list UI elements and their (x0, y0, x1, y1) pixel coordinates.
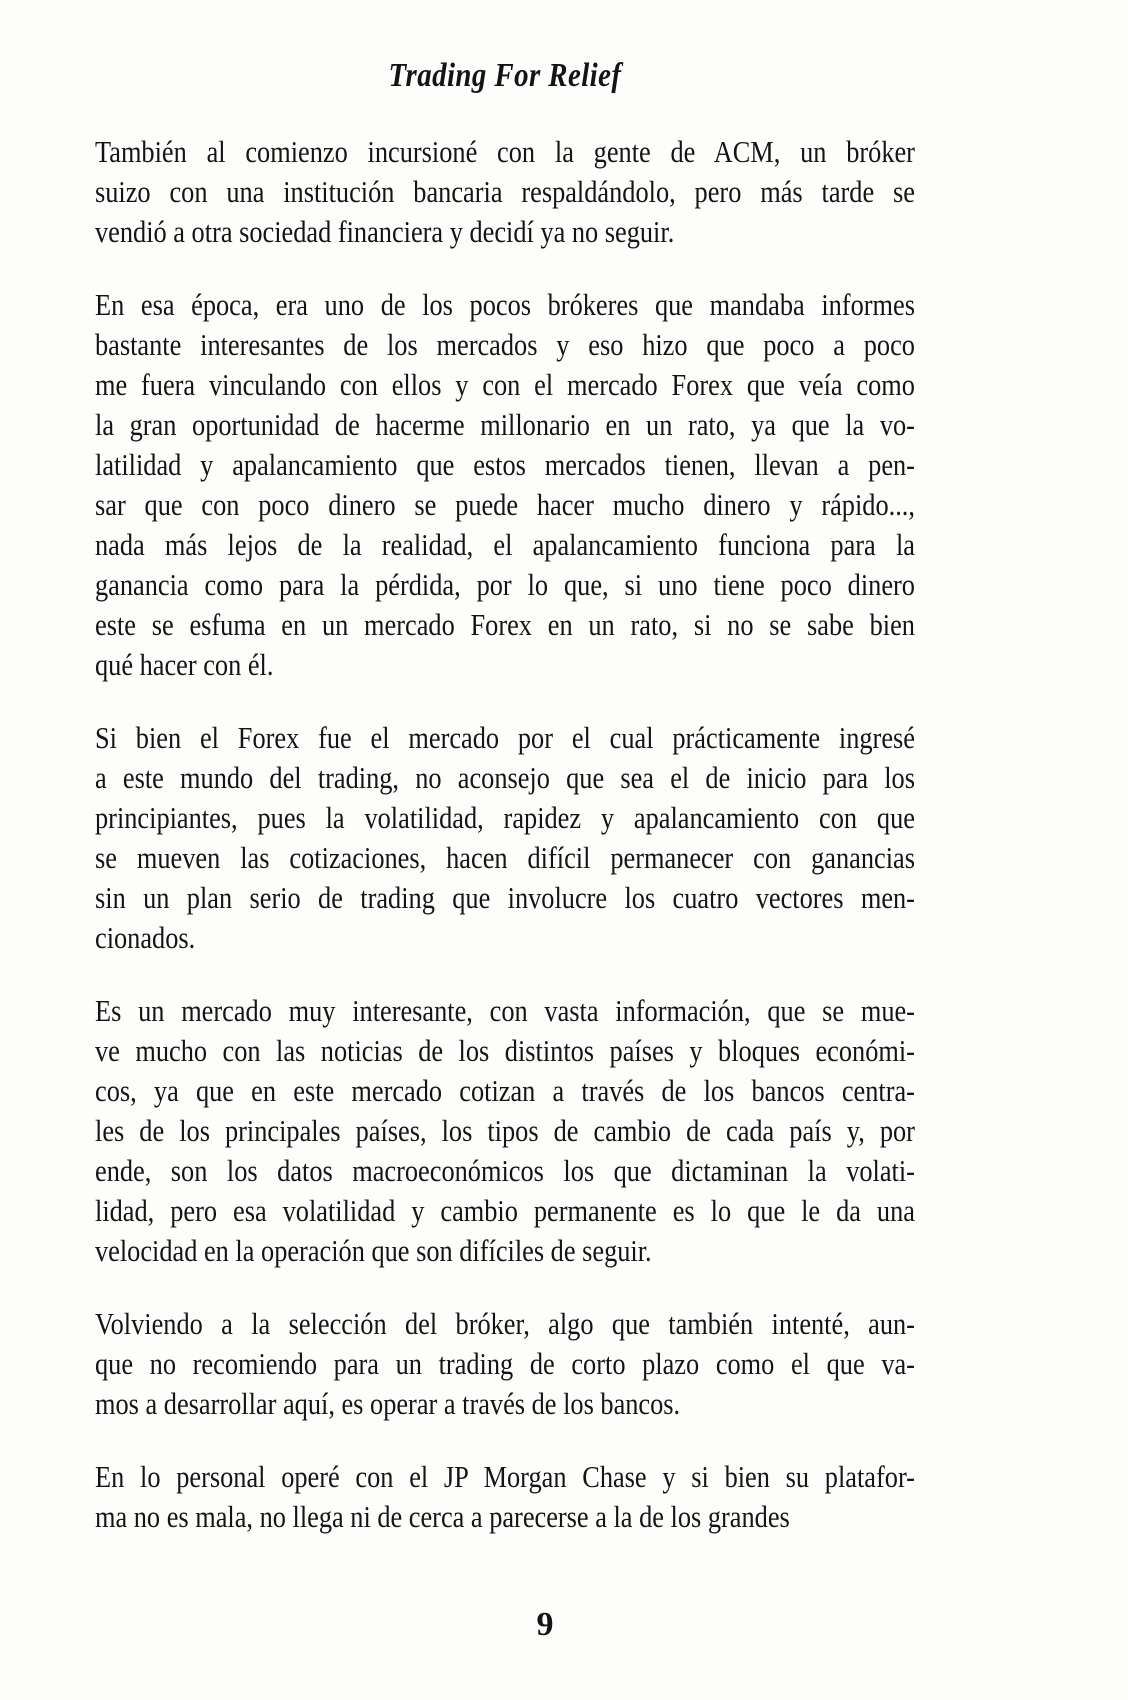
text-line: velocidad en la operación que son difíciles de seguir. (95, 1233, 652, 1268)
text-line: me fuera vinculando con ellos y con el mercado Forex que veía como (95, 367, 915, 402)
text-line: lidad, pero esa volatilidad y cambio permanente es lo que le da una (95, 1193, 915, 1228)
paragraph (95, 718, 915, 958)
text-line: Si bien el Forex fue el mercado por el cual prácticamente ingresé (95, 720, 915, 755)
text-line: En lo personal operé con el JP Morgan Chase y si bien su platafor- (95, 1459, 915, 1494)
text-line: bastante interesantes de los mercados y eso hizo que poco a poco (95, 327, 915, 362)
paragraph (95, 1304, 915, 1424)
text-line: qué hacer con él. (95, 647, 274, 682)
text-line: sin un plan serio de trading que involucre los cuatro vectores men- (95, 880, 915, 915)
text-line: También al comienzo incursioné con la gente de ACM, un bróker (95, 134, 915, 169)
text-line: cionados. (95, 920, 196, 955)
page-number: 9 (536, 1606, 554, 1643)
text-line: ma no es mala, no llega ni de cerca a parecerse a la de los grandes (95, 1499, 790, 1534)
text-line: ve mucho con las noticias de los distintos países y bloques económi- (95, 1033, 915, 1068)
text-line: a este mundo del trading, no aconsejo que sea el de inicio para los (95, 760, 915, 795)
text-line: ganancia como para la pérdida, por lo que, si uno tiene poco dinero (95, 567, 915, 602)
text-line: Volviendo a la selección del bróker, algo que también intenté, aun- (95, 1306, 915, 1341)
text-line: que no recomiendo para un trading de corto plazo como el que va- (95, 1346, 915, 1381)
text-line: vendió a otra sociedad financiera y decidí ya no seguir. (95, 214, 675, 249)
text-line: este se esfuma en un mercado Forex en un rato, si no se sabe bien (95, 607, 915, 642)
text-line: les de los principales países, los tipos de cambio de cada país y, por (95, 1113, 915, 1148)
paragraph (95, 1457, 915, 1537)
text-line: principiantes, pues la volatilidad, rapidez y apalancamiento con que (95, 800, 915, 835)
text-column (95, 56, 915, 1570)
text-line: sar que con poco dinero se puede hacer mucho dinero y rápido..., (95, 487, 915, 522)
page-body (95, 132, 915, 1537)
text-line: latilidad y apalancamiento que estos mercados tienen, llevan a pen- (95, 447, 915, 482)
text-line: ende, son los datos macroeconómicos los que dictaminan la volati- (95, 1153, 915, 1188)
paragraph (95, 991, 915, 1271)
paragraph (95, 132, 915, 252)
text-line: mos a desarrollar aquí, es operar a través de los bancos. (95, 1386, 681, 1421)
text-line: cos, ya que en este mercado cotizan a través de los bancos centra- (95, 1073, 915, 1108)
text-line: Es un mercado muy interesante, con vasta información, que se mue- (95, 993, 915, 1028)
text-line: la gran oportunidad de hacerme millonario en un rato, ya que la vo- (95, 407, 915, 442)
text-line: suizo con una institución bancaria respaldándolo, pero más tarde se (95, 174, 915, 209)
text-line: nada más lejos de la realidad, el apalancamiento funciona para la (95, 527, 915, 562)
text-line: se mueven las cotizaciones, hacen difícil permanecer con ganancias (95, 840, 915, 875)
paragraph (95, 285, 915, 685)
page-title: Trading For Relief (388, 57, 622, 94)
text-line: En esa época, era uno de los pocos brókeres que mandaba informes (95, 287, 915, 322)
